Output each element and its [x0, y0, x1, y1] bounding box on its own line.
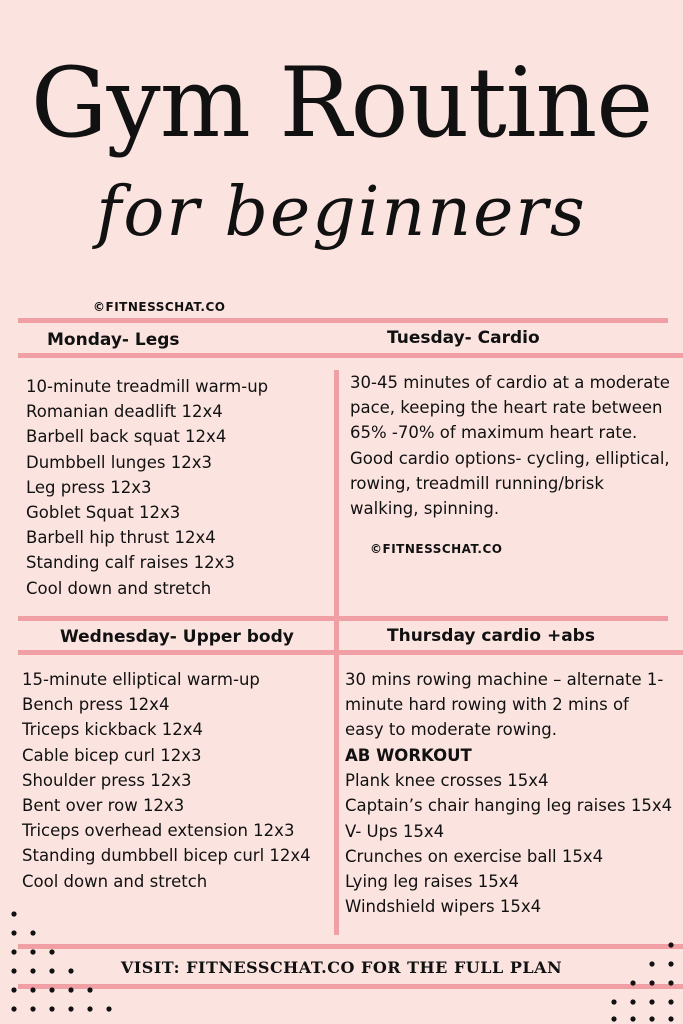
thursday-list	[345, 743, 672, 919]
decorative-dots-right	[595, 935, 683, 1024]
list-item: Plank knee crosses 15x4	[345, 771, 549, 791]
thursday-title: Thursday cardio +abs	[387, 626, 595, 646]
list-item: Captain’s chair hanging leg raises 15x4	[345, 796, 673, 816]
list-item: Crunches on exercise ball 15x4	[345, 846, 604, 866]
list-item: Cable bicep curl 12x3	[22, 745, 202, 765]
monday-title: Monday- Legs	[47, 330, 180, 350]
list-item: 15-minute elliptical warm-up	[22, 670, 260, 689]
list-item: Romanian deadlift 12x4	[26, 402, 223, 422]
tuesday-text: 30-45 minutes of cardio at a moderate pace, keeping the heart rate between 65% -70% of maximum heart rate. Good cardio options- cycling, elliptical, rowing, treadmill running/brisk walking, spinning.	[350, 373, 670, 519]
divider-header-bottom	[18, 353, 683, 358]
list-item: Shoulder press 12x3	[22, 770, 192, 790]
tuesday-title: Tuesday- Cardio	[387, 328, 540, 348]
monday-list	[26, 374, 268, 601]
list-item: Triceps kickback 12x4	[22, 720, 204, 740]
thursday-text: 30 mins rowing machine – alternate 1-minute hard rowing with 2 mins of easy to moderate rowing.	[345, 670, 664, 740]
page-subtitle: for beginners	[96, 173, 587, 252]
wednesday-title: Wednesday- Upper body	[60, 627, 294, 647]
copyright-label: ©FITNESSCHAT.CO	[370, 542, 503, 556]
list-item: 10-minute treadmill warm-up	[26, 377, 269, 396]
list-item: Bench press 12x4	[22, 695, 170, 715]
list-item: Dumbbell lunges 12x3	[26, 452, 212, 472]
ab-workout-heading: AB WORKOUT	[345, 746, 472, 765]
list-item: Triceps overhead extension 12x3	[22, 821, 295, 841]
list-item: Barbell back squat 12x4	[26, 427, 227, 447]
list-item: Barbell hip thrust 12x4	[26, 528, 216, 548]
divider-top	[18, 318, 668, 323]
divider-mid-bottom	[18, 650, 683, 655]
footer-cta: VISIT: FITNESSCHAT.CO FOR THE FULL PLAN	[120, 958, 563, 977]
copyright-label: ©FITNESSCHAT.CO	[93, 300, 226, 314]
list-item: Standing calf raises 12x3	[26, 553, 235, 573]
divider-mid-top	[18, 616, 668, 621]
list-item: Standing dumbbell bicep curl 12x4	[22, 846, 311, 866]
list-item: Goblet Squat 12x3	[26, 503, 181, 523]
decorative-dots-left	[0, 905, 130, 1024]
list-item: Windshield wipers 15x4	[345, 897, 542, 917]
wednesday-list	[22, 667, 311, 894]
page-title: Gym Routine	[30, 47, 653, 159]
list-item: Cool down and stretch	[26, 578, 212, 598]
list-item: Cool down and stretch	[22, 871, 208, 891]
list-item: V- Ups 15x4	[345, 821, 445, 841]
list-item: Leg press 12x3	[26, 477, 152, 497]
list-item: Lying leg raises 15x4	[345, 872, 519, 892]
list-item: Bent over row 12x3	[22, 796, 185, 816]
